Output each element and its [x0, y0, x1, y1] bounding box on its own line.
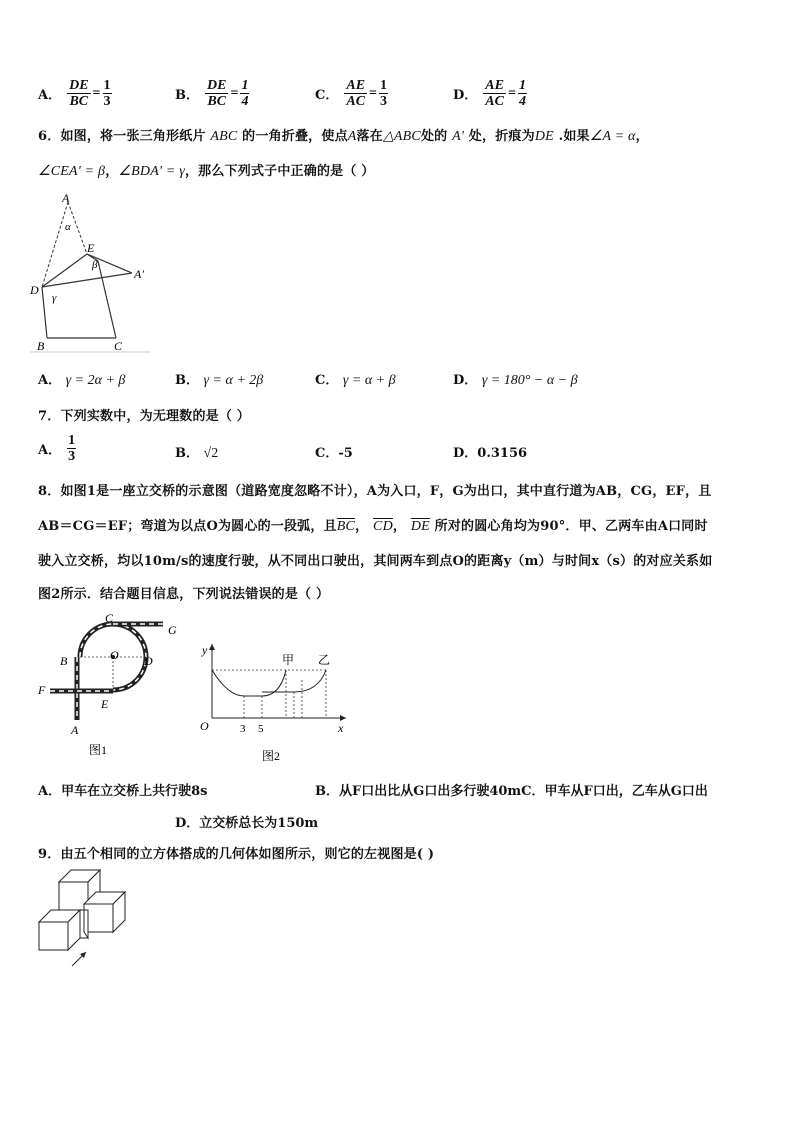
cube-middle-side [84, 910, 88, 938]
label-beta: β [92, 259, 98, 271]
fig1-label-g: G [168, 623, 177, 637]
fig2-tick-3: 3 [240, 723, 246, 735]
label-a-prime: A' [134, 267, 144, 281]
q6-stem-line2: ∠CEA' = β，∠BDA' = γ，那么下列式子中正确的是（ ） [38, 164, 375, 179]
cube-front-front [39, 922, 68, 950]
q8-option-d[interactable]: D．立交桥总长为150m [175, 816, 319, 831]
crease-de [42, 254, 87, 287]
q6-option-a[interactable]: A． γ = 2α + β [38, 373, 126, 388]
fig2-label-y: y [202, 643, 208, 657]
fig2-caption: 图2 [262, 749, 281, 763]
q7-option-d[interactable]: D．0.3156 [453, 446, 528, 461]
q7-option-a[interactable]: A． $\frac{1}{3}$ [38, 433, 76, 464]
label-a: A [62, 191, 70, 205]
q8-figure1 [35, 612, 185, 762]
label-gamma: γ [52, 292, 57, 304]
label-alpha: α [65, 221, 71, 233]
fig1-label-f: F [38, 683, 46, 697]
q7-option-c[interactable]: C．-5 [315, 446, 353, 461]
fig1-label-o: O [110, 648, 119, 662]
fold-dashed-ad [42, 202, 68, 287]
q5-option-d[interactable]: D． $\frac{AE}{AC}$ = $\frac{1}{4}$ [453, 78, 526, 109]
q9-stem: 9．由五个相同的立方体搭成的几何体如图所示，则它的左视图是( ) [38, 847, 435, 862]
fig2-tick-5: 5 [258, 723, 264, 735]
series-yi-curve [262, 670, 326, 692]
q8-figure2 [198, 640, 358, 768]
q8-stem-line2: AB＝CG＝EF；弯道为以点O为圆心的一段弧，且$\overline{BC}$， $\overline{CD}$， $\overline{DE}$ 所对的圆心角均为90°．甲、乙两车由A口同时 [38, 519, 708, 534]
fig1-caption: 图1 [89, 743, 108, 757]
q6-option-d[interactable]: D． γ = 180° − α − β [453, 373, 578, 388]
q7-stem: 7．下列实数中，为无理数的是（ ） [38, 409, 250, 424]
q8-option-b[interactable]: B．从F口出比从G口出多行驶40mC．甲车从F口出，乙车从G口出 [315, 784, 708, 799]
fig1-label-d: D [144, 654, 153, 668]
fig1-label-b: B [60, 654, 68, 668]
q5-option-b[interactable]: B． $\frac{DE}{BC}$ = $\frac{1}{4}$ [175, 78, 249, 109]
y-axis-arrow [209, 644, 215, 650]
q8-option-a[interactable]: A．甲车在立交桥上共行驶8s [38, 784, 208, 799]
label-e: E [87, 241, 95, 255]
q5-option-a[interactable]: A． $\frac{DE}{BC}$ = $\frac{1}{3}$ [38, 78, 111, 109]
fig1-label-e: E [101, 697, 109, 711]
fig2-label-o: O [200, 719, 209, 733]
label-c: C [114, 339, 123, 353]
q8-stem-line4: 图2所示．结合题目信息，下列说法错误的是（ ） [38, 587, 330, 602]
label-b: B [37, 339, 45, 353]
fig1-label-c: C [105, 612, 114, 625]
q8-stem-line1: 8．如图1是一座立交桥的示意图（道路宽度忽略不计），A为入口，F，G为出口，其中直行道为AB，CG，EF，且 [38, 484, 712, 499]
side-da2 [42, 273, 132, 287]
fig2-label-yi: 乙 [318, 653, 331, 667]
q6-option-b[interactable]: B． γ = α + 2β [175, 373, 264, 388]
label-d: D [30, 283, 39, 297]
q6-figure [30, 190, 160, 355]
fig1-label-a: A [71, 723, 79, 737]
side-db [42, 287, 47, 338]
fig2-label-x: x [338, 721, 344, 735]
fold-dashed-ae [68, 202, 87, 254]
q6-stem-line1: 6．如图，将一张三角形纸片 ABC 的一角折叠，使点A落在△ABC处的 A' 处，折痕为DE .如果∠A = α， [38, 129, 649, 144]
q5-option-c[interactable]: C． $\frac{AE}{AC}$ = $\frac{1}{3}$ [315, 78, 388, 109]
q8-stem-line3: 驶入立交桥，均以10m/s的速度行驶，从不同出口驶出，其间两车到点O的距离y（m）与时间x（s）的对应关系如 [38, 554, 713, 569]
q7-option-b[interactable]: B． √2 [175, 446, 219, 461]
q6-option-c[interactable]: C． γ = α + β [315, 373, 396, 388]
fig2-label-jia: 甲 [282, 653, 295, 667]
side-ce [98, 261, 116, 338]
q9-figure [36, 866, 136, 971]
